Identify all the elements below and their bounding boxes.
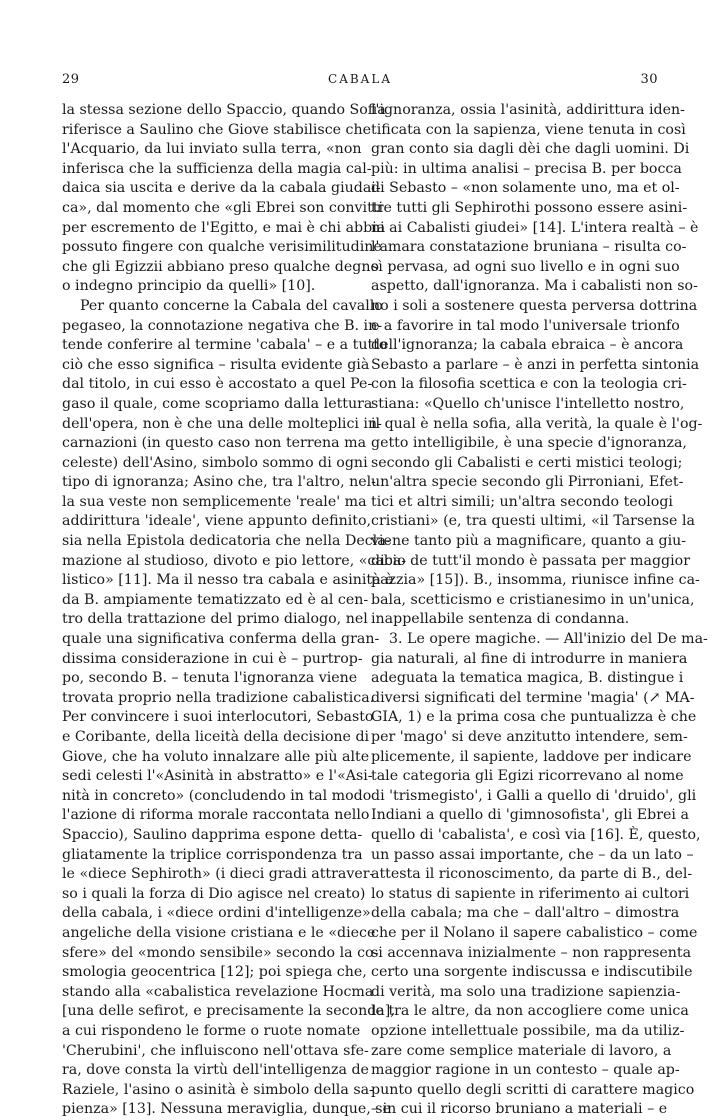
- text-line: con la filosofia scettica e con la teologia cri-: [371, 376, 687, 393]
- text-line: dell'ignoranza; la cabala ebraica – è ancora: [371, 337, 684, 354]
- text-line: addirittura 'ideale', viene appunto definito,: [62, 513, 372, 530]
- text-line: no i soli a sostenere questa perversa dottrina: [371, 297, 698, 314]
- text-line: 3. Le opere magiche. — All'inizio del De ma-: [389, 631, 708, 648]
- running-header: [62, 72, 658, 92]
- text-line: sedi celesti l'«Asinità in abstratto» e l'«Asi-: [62, 768, 373, 785]
- text-line: inferisca che la sufficienza della magia cal-: [62, 160, 372, 177]
- text-line: il qual è nella sofia, alla verità, la quale è l'og-: [371, 415, 703, 432]
- text-line: zare come semplice materiale di lavoro, a: [371, 1042, 672, 1059]
- text-line: ca», dal momento che «gli Ebrei son convitti: [62, 199, 384, 216]
- text-line: sfere» del «mondo sensibile» secondo la co-: [62, 944, 379, 961]
- text-line: gia naturali, al fine di introdurre in maniera: [371, 650, 688, 667]
- text-line: celeste) dell'Asino, simbolo sommo di ogni: [62, 454, 368, 471]
- text-line: cristiani» (e, tra questi ultimi, «il Tarsense la: [371, 513, 695, 530]
- text-line: adeguata la tematica magica, B. distingue i: [371, 670, 684, 687]
- text-line: pazzia» [15]). B., insomma, riunisce infine ca-: [371, 572, 700, 589]
- text-line: stiana: «Quello ch'unisce l'intelletto nostro,: [371, 395, 685, 412]
- text-line: ra, dove consta la virtù dell'intelligenza de: [62, 1062, 369, 1079]
- text-line: l'ignoranza, ossia l'asinità, addirittura iden-: [371, 102, 685, 118]
- text-line: 'Cherubini', che influiscono nell'ottava sfe-: [62, 1042, 369, 1059]
- text-line: e Coribante, della liceità della decisione di: [62, 729, 370, 745]
- text-line: getto intelligibile, è una specie d'ignoranza,: [371, 435, 687, 452]
- text-line: si accennava inizialmente – non rappresenta: [371, 944, 692, 961]
- text-line: attesta il riconoscimento, da parte di B., del-: [371, 866, 693, 883]
- text-line: smologia geocentrica [12]; poi spiega che,: [62, 964, 367, 981]
- text-line: punto quello degli scritti di carattere magico: [371, 1081, 695, 1098]
- text-line: Spaccio), Saulino dapprima espone detta-: [62, 826, 363, 843]
- running-head-title: CABALA: [328, 72, 392, 86]
- text-line: maggior ragione in un contesto – quale ap-: [371, 1062, 680, 1079]
- text-line: tro della trattazione del primo dialogo, nel: [62, 611, 368, 628]
- text-line: stando alla «cabalistica revelazione Hocma: [62, 983, 374, 1000]
- text-line: le «diece Sephiroth» (i dieci gradi attraver-: [62, 866, 375, 883]
- text-line: quale una significativa conferma della gran-: [62, 631, 380, 648]
- text-line: mazione al studioso, divoto e pio lettore, «caba-: [62, 552, 407, 569]
- text-line: che gli Egizzii abbiano preso qualche degno: [62, 258, 380, 275]
- text-line: sì pervasa, ad ogni suo livello e in ogni suo: [371, 258, 680, 275]
- text-line: o indegno principio da quelli» [10].: [62, 278, 316, 295]
- text-line: di Sebasto – «non solamente uno, ma et ol-: [371, 180, 680, 197]
- text-line: della cabala, i «diece ordini d'intelligenze»: [62, 905, 371, 922]
- text-line: opzione intellettuale possibile, ma da utiliz-: [371, 1022, 685, 1039]
- text-line: viene tanto più a magnificare, quanto a giu-: [371, 533, 687, 550]
- text-line: tale categoria gli Egizi ricorrevano al nome: [371, 768, 684, 785]
- text-line: diversi significati del termine 'magia' (↗ MA-: [371, 689, 695, 706]
- text-line: sia nella Epistola dedicatoria che nella Decla-: [62, 533, 391, 550]
- text-line: lo status di sapiente in riferimento ai cultori: [371, 885, 690, 902]
- text-line: a cui rispondeno le forme o ruote nomate: [62, 1022, 361, 1039]
- text-line: certo una sorgente indiscussa e indiscutibile: [371, 964, 693, 981]
- text-line: Sebasto a parlare – è anzi in perfetta sintonia: [371, 356, 700, 373]
- text-line: per escremento de l'Egitto, e mai è chi abbia: [62, 219, 386, 236]
- text-line: dal titolo, in cui esso è accostato a quel Pe-: [62, 376, 373, 393]
- text-line: che per il Nolano il sapere cabalistico – come: [371, 924, 698, 941]
- text-line: Per quanto concerne la Cabala del cavallo: [80, 297, 383, 314]
- text-line: bala, scetticismo e cristianesimo in un'unica,: [371, 591, 695, 608]
- text-line: GIA, 1) e la prima cosa che puntualizza è che: [371, 709, 697, 726]
- text-line: dell'opera, non è che una delle molteplici in-: [62, 415, 382, 432]
- text-line: aspetto, dall'ignoranza. Ma i cabalisti non so-: [371, 278, 698, 295]
- text-line: l'Acquario, da lui inviato sulla terra, «non: [62, 141, 362, 158]
- text-line: inappellabile sentenza di condanna.: [371, 611, 630, 628]
- text-line: e a favorire in tal modo l'universale trionfo: [371, 317, 680, 334]
- text-line: della cabala; ma che – dall'altro – dimostra: [371, 905, 680, 922]
- text-line: tre tutti gli Sephirothi possono essere asini-: [371, 199, 688, 216]
- text-line: riferisce a Saulino che Giove stabilisce che: [62, 121, 372, 138]
- text-line: ni ai Cabalisti giudei» [14]. L'intera realtà – è: [371, 219, 699, 236]
- text-line: listico» [11]. Ma il nesso tra cabala e asinità è: [62, 572, 394, 589]
- text-line: l'amara constatazione bruniana – risulta co-: [371, 239, 687, 256]
- text-line: Indiani a quello di 'gimnosofista', gli Ebrei a: [371, 807, 689, 824]
- text-line: le tra le altre, da non accogliere come unica: [371, 1003, 689, 1020]
- right-text-column: [371, 101, 708, 1120]
- text-line: secondo gli Cabalisti e certi mistici teologi;: [371, 454, 683, 471]
- text-line: carnazioni (in questo caso non terrena ma: [62, 435, 367, 452]
- text-line: gran conto sia dagli dèi che dagli uomini. Di: [371, 141, 690, 158]
- text-line: dicio de tutt'il mondo è passata per maggior: [371, 552, 690, 569]
- text-line: per 'mago' si deve anzitutto intendere, sem-: [371, 729, 688, 745]
- text-line: angeliche della visione cristiana e le «diece: [62, 924, 376, 941]
- page-number-right: 30: [640, 72, 658, 87]
- text-line: tende conferire al termine 'cabala' – e a tutto: [62, 337, 388, 354]
- text-line: un passo assai importante, che – da un lato –: [371, 846, 694, 863]
- text-line: la stessa sezione dello Spaccio, quando Sofia: [62, 102, 386, 118]
- text-line: – in cui il ricorso bruniano a materiali – e: [371, 1101, 668, 1118]
- text-line: daica sia uscita e derive da la cabala giudai-: [62, 180, 381, 197]
- text-line: da B. ampiamente tematizzato ed è al cen-: [62, 591, 369, 608]
- text-line: ciò che esso significa – risulta evidente già: [62, 356, 370, 373]
- text-line: tici et altri simili; un'altra secondo teologi: [371, 493, 673, 510]
- text-line: so i quali la forza di Dio agisce nel creato): [62, 885, 366, 902]
- text-line: po, secondo B. – tenuta l'ignoranza viene: [62, 670, 358, 687]
- text-line: tificata con la sapienza, viene tenuta in così: [371, 121, 686, 138]
- text-line: l'azione di riforma morale raccontata nello: [62, 807, 370, 824]
- text-line: più: in ultima analisi – precisa B. per bocca: [371, 160, 682, 177]
- text-line: un'altra specie secondo gli Pirroniani, Efet-: [371, 474, 684, 491]
- text-line: dissima considerazione in cui è – purtrop-: [62, 650, 363, 667]
- text-line: gliatamente la triplice corrispondenza tra: [62, 846, 363, 863]
- text-line: gaso il quale, come scopriamo dalla lettura: [62, 395, 373, 412]
- text-line: tipo di ignoranza; Asino che, tra l'altro, nel-: [62, 474, 376, 491]
- text-line: possuto fingere con qualche verisimilitudine: [62, 239, 382, 256]
- text-line: trovata proprio nella tradizione cabalistica.: [62, 689, 375, 706]
- text-line: Per convincere i suoi interlocutori, Sebasto: [62, 709, 374, 726]
- text-line: di verità, ma solo una tradizione sapienzia-: [371, 983, 681, 1000]
- text-line: di 'trismegisto', i Galli a quello di 'druido', gli: [371, 787, 697, 804]
- text-line: quello di 'cabalista', e così via [16]. È, questo,: [371, 826, 701, 843]
- text-line: la sua veste non semplicemente 'reale' ma: [62, 493, 367, 510]
- text-line: Raziele, l'asino o asinità è simbolo della sa-: [62, 1081, 374, 1098]
- left-text-column: [62, 101, 407, 1120]
- text-line: plicemente, il sapiente, laddove per indicare: [371, 748, 692, 765]
- text-line: pegaseo, la connotazione negativa che B. in-: [62, 317, 383, 334]
- text-line: pienza» [13]. Nessuna meraviglia, dunque, se: [62, 1101, 391, 1118]
- page-number-left: 29: [62, 72, 80, 87]
- text-line: Giove, che ha voluto innalzare alle più alte: [62, 748, 370, 765]
- text-line: [una delle sefirot, e precisamente la seconda],: [62, 1003, 395, 1020]
- text-line: nità in concreto» (concludendo in tal modo: [62, 787, 372, 804]
